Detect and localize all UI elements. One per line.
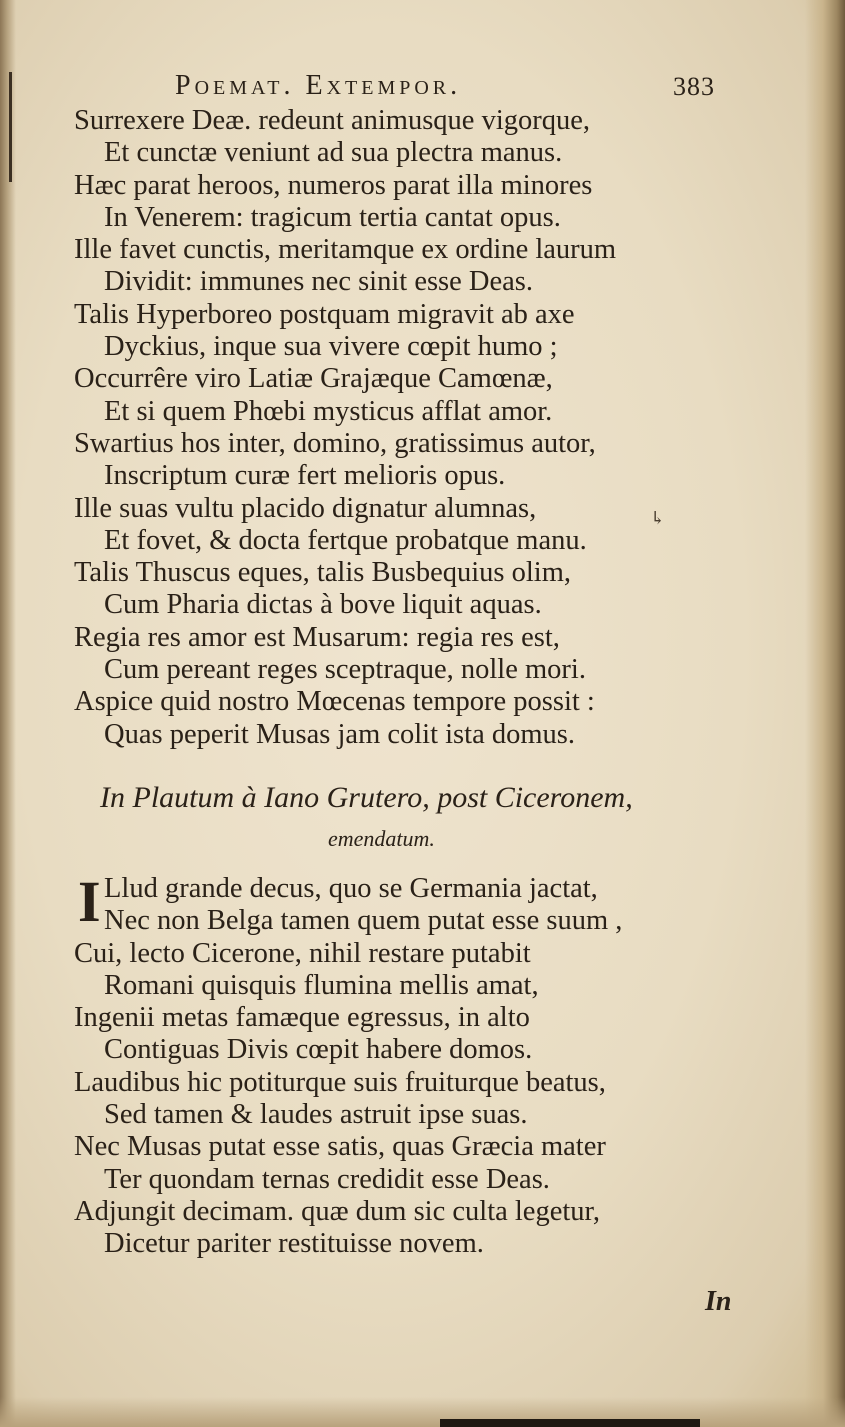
- verse-line: Nec non Belga tamen quem putat esse suum ,: [104, 905, 623, 937]
- verse-line: Cum Pharia dictas à bove liquit aquas.: [104, 589, 542, 621]
- catchword: In: [705, 1286, 732, 1317]
- verse-line: Contiguas Divis cœpit habere domos.: [104, 1034, 533, 1066]
- poem-2-subtitle: emendatum.: [328, 826, 435, 851]
- poem-2-title: In Plautum à Iano Grutero, post Ciceronem,: [100, 781, 633, 814]
- verse-line: Dicetur pariter restituisse novem.: [104, 1228, 484, 1260]
- verse-line: Surrexere Deæ. redeunt animusque vigorque,: [74, 105, 591, 136]
- verse-line: Cum pereant reges sceptraque, nolle mori.: [104, 654, 586, 686]
- poem-2: [74, 869, 774, 1261]
- verse-line: Adjungit decimam. quæ dum sic culta legetur,: [74, 1195, 600, 1227]
- ink-mark: ↳: [650, 508, 666, 528]
- page-number: 383: [673, 72, 715, 101]
- verse-line: Inscriptum curæ fert melioris opus.: [104, 460, 506, 492]
- bottom-shadow-bar: [440, 1419, 700, 1427]
- running-head: Poemat. Extempor.: [175, 70, 462, 101]
- verse-line: Talis Hyperboreo postquam migravit ab axe: [74, 298, 575, 330]
- verse-line: Ter quondam ternas credidit esse Deas.: [104, 1163, 550, 1195]
- verse-line: Cui, lecto Cicerone, nihil restare putabit: [74, 937, 531, 969]
- verse-line: Et si quem Phœbi mysticus afflat amor.: [104, 395, 553, 427]
- page-bottom-edge: [0, 1397, 845, 1427]
- drop-cap: I: [78, 869, 101, 934]
- page-header: [175, 70, 715, 106]
- verse-line: Ingenii metas famæque egressus, in alto: [74, 1002, 530, 1034]
- verse-line: Regia res amor est Musarum: regia res est,: [74, 621, 560, 653]
- verse-line: Et fovet, & docta fertque probatque manu.: [104, 524, 587, 556]
- verse-line: Dyckius, inque sua vivere cœpit humo ;: [104, 331, 558, 363]
- verse-line: Ille suas vultu placido dignatur alumnas,: [74, 492, 537, 524]
- verse-line: Et cunctæ veniunt ad sua plectra manus.: [104, 137, 563, 169]
- verse-line: Nec Musas putat esse satis, quas Græcia mater: [74, 1131, 606, 1163]
- poem-1: [74, 105, 774, 751]
- verse-line: Romani quisquis flumina mellis amat,: [104, 969, 539, 1001]
- verse-line: Ille favet cunctis, meritamque ex ordine laurum: [74, 234, 617, 266]
- verse-line: Swartius hos inter, domino, gratissimus autor,: [74, 427, 596, 459]
- page-left-edge: [0, 0, 16, 1427]
- verse-line: Occurrêre viro Latiæ Grajæque Camœnæ,: [74, 363, 553, 395]
- verse-line: Talis Thuscus eques, talis Busbequius olim,: [74, 557, 571, 589]
- page-right-edge: [805, 0, 845, 1427]
- verse-line: Hæc parat heroos, numeros parat illa minores: [74, 169, 593, 201]
- verse-line: Sed tamen & laudes astruit ipse suas.: [104, 1099, 528, 1131]
- verse-line: Laudibus hic potiturque suis fruiturque beatus,: [74, 1066, 606, 1098]
- verse-line: Quas peperit Musas jam colit ista domus.: [104, 718, 575, 750]
- verse-line: Dividit: immunes nec sinit esse Deas.: [104, 266, 534, 298]
- first-line-text: Llud grande decus, quo se Germania jactat,: [104, 873, 598, 904]
- binding-mark: [9, 72, 12, 182]
- verse-line: Aspice quid nostro Mœcenas tempore possit :: [74, 686, 595, 718]
- verse-line: In Venerem: tragicum tertia cantat opus.: [104, 201, 561, 233]
